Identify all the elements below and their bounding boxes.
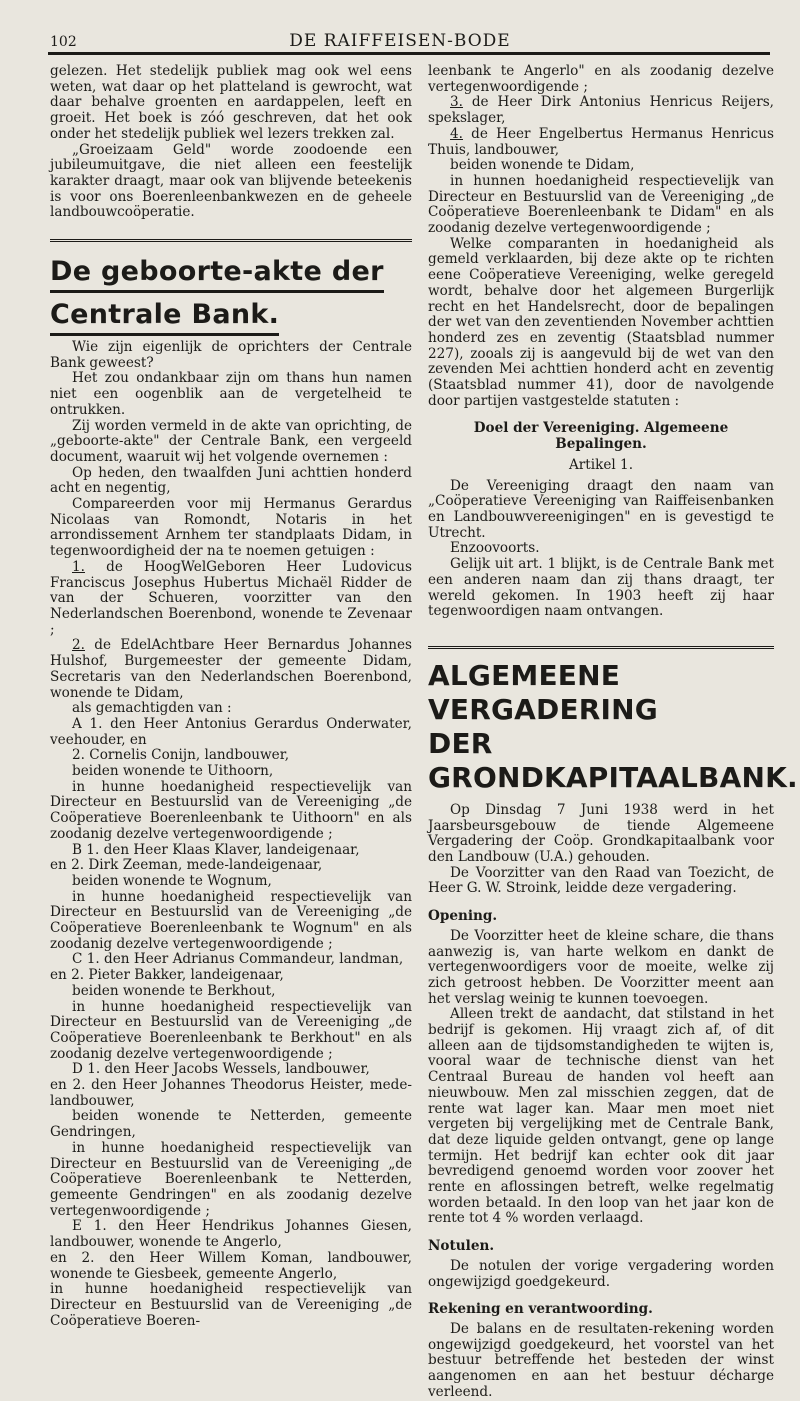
- body-paragraph: Wie zijn eigenlijk de oprichters der Centrale Bank geweest?: [50, 339, 412, 371]
- article-title: [428, 658, 798, 795]
- item-number: 3.: [450, 94, 463, 111]
- numbered-item: [428, 95, 774, 126]
- article-number: Artikel 1.: [568, 456, 634, 473]
- page-number: 102: [50, 34, 77, 50]
- body-paragraph: leenbank te Angerlo" en als zoodanig dezelve vertegenwoordigende ;: [428, 63, 774, 95]
- item-text: de HoogWelGeboren Heer Ludovicus Franciscus Josephus Hubertus Michaël Ridder de van der Schueren, voorzitter van den Nederlandschen Boerenbond, wonende te Zevenaar ;: [50, 558, 412, 638]
- article-title-line: ALGEMEENE VERGADERING: [428, 658, 658, 726]
- running-head: DE RAIFFEISEN-BODE: [289, 31, 511, 51]
- body-paragraph: in hunne hoedanigheid respectievelijk van Directeur en Bestuurslid van de Vereeniging „de Coöperatieve Boeren-: [50, 1281, 412, 1329]
- body-paragraph: De notulen der vorige vergadering worden ongewijzigd goedgekeurd.: [428, 1257, 774, 1290]
- item-number: 2.: [72, 637, 85, 654]
- article-title-line: DER GRONDKAPITAALBANK.: [428, 726, 798, 794]
- intro-paragraph: gelezen. Het stedelijk publiek mag ook wel eens weten, wat daar op het platteland is gewrocht, wat daar behalve groenten en aardappelen, leeft en groeit. Het boek is zóó geschreven, dat het ook onder het stedelijk publiek wel lezers trekken zal.: [50, 63, 412, 142]
- body-paragraph: A 1. den Heer Antonius Gerardus Onderwater, veehouder, en: [50, 715, 412, 748]
- body-paragraph: Zij worden vermeld in de akte van oprichting, de „geboorte-akte" der Centrale Bank, een vergeeld document, waaruit wij het volgende overnemen :: [50, 417, 412, 465]
- body-paragraph: in hunne hoedanigheid respectievelijk van Directeur en Bestuurslid van de Vereeniging „de Coöperatieve Boerenleenbank te Berkhout" en als zoodanig dezelve vertegenwoordigende ;: [50, 998, 412, 1062]
- body-paragraph: in hunne hoedanigheid respectievelijk van Directeur en Bestuurslid van de Vereeniging „de Coöperatieve Boerenleenbank te Uithoorn" en als zoodanig dezelve vertegenwoordigende ;: [50, 778, 412, 842]
- subheading: Notulen.: [428, 1238, 495, 1255]
- body-paragraph: en 2. Pieter Bakker, landeigenaar,: [50, 967, 284, 984]
- article-title: [50, 254, 412, 340]
- item-number: 1.: [72, 558, 85, 575]
- body-paragraph: Alleen trekt de aandacht, dat stilstand in het bedrijf is gekomen. Hij vraagt zich af, of dit alleen aan de tijdsomstandigheden te wijten is, vooral waar de technische dienst van het Centraal Bureau de handen vol heeft aan nieuwbouw. Men zal misschien zeggen, dat de rente wat lager kan. Maar men moet niet vergeten bij vergelijking met de Centrale Bank, dat deze liquide gelden ontvangt, gene op lange termijn. Het bedrijf kan echter ook dit jaar bevredigend genoemd worden voor zoover het rente en aflossingen betreft, welke regelmatig worden betaald. In den loop van het jaar kon de rente tot 4 % worden verlaagd.: [428, 1006, 774, 1227]
- article-title-line: Centrale Bank.: [50, 297, 279, 336]
- body-paragraph: De balans en de resultaten-rekening worden ongewijzigd goedgekeurd, het voorstel van het bestuur betreffende het besteden der winst aangenomen en aan het bestuur décharge verleend.: [428, 1321, 774, 1400]
- header-rule: [48, 52, 770, 55]
- body-paragraph: beiden wonende te Didam,: [450, 157, 635, 174]
- body-paragraph: De Voorzitter van den Raad van Toezicht, de Heer G. W. Stroink, leidde deze vergadering.: [428, 864, 774, 897]
- body-paragraph: beiden wonende te Wognum,: [72, 872, 272, 889]
- body-paragraph: en 2. den Heer Johannes Theodorus Heister, mede-landbouwer,: [50, 1077, 412, 1109]
- body-paragraph: beiden wonende te Uithoorn,: [72, 763, 274, 780]
- numbered-item: [428, 127, 774, 158]
- body-paragraph: en 2. den Heer Willem Koman, landbouwer, wonende te Giesbeek, gemeente Angerlo,: [50, 1249, 412, 1282]
- body-paragraph: als gemachtigden van :: [72, 700, 232, 717]
- item-text: de Heer Engelbertus Hermanus Henricus Thuis, landbouwer,: [428, 125, 774, 158]
- numbered-item: [50, 560, 412, 639]
- body-paragraph: beiden wonende te Berkhout,: [72, 982, 276, 999]
- item-text: de EdelAchtbare Heer Bernardus Johannes Hulshof, Burgemeester der gemeente Didam, Secretaris van den Nederlandschen Boerenbond, wonende te Didam,: [50, 637, 412, 701]
- body-paragraph: E 1. den Heer Hendrikus Johannes Giesen, landbouwer, wonende te Angerlo,: [50, 1218, 412, 1251]
- item-text: de Heer Dirk Antonius Henricus Reijers, spekslager,: [428, 94, 774, 127]
- body-paragraph: Het zou ondankbaar zijn om thans hun namen niet een oogenblik aan de vergetelheid te ontrukken.: [50, 370, 412, 418]
- left-column: [50, 64, 412, 1329]
- numbered-item: [50, 638, 412, 701]
- body-paragraph: beiden wonende te Netterden, gemeente Gendringen,: [50, 1108, 412, 1141]
- body-paragraph: en 2. Dirk Zeeman, mede-landeigenaar,: [50, 857, 323, 874]
- statute-heading: Doel der Vereeniging. Algemeene Bepalingen.: [473, 420, 729, 453]
- body-paragraph: Enzoovoorts.: [450, 540, 540, 557]
- body-paragraph: 2. Cornelis Conijn, landbouwer,: [72, 747, 290, 764]
- article-title-line: De geboorte-akte der: [50, 254, 384, 293]
- body-paragraph: C 1. den Heer Adrianus Commandeur, landman,: [72, 951, 404, 968]
- body-paragraph: D 1. den Heer Jacobs Wessels, landbouwer,: [72, 1061, 370, 1078]
- body-paragraph: De Vereeniging draagt den naam van „Coöperatieve Vereeniging van Raiffeisenbanken en Landbouwvereenigingen" en is gevestigd te Utrecht.: [428, 477, 774, 541]
- body-paragraph: in hunne hoedanigheid respectievelijk van Directeur en Bestuurslid van de Vereeniging „de Coöperatieve Boerenleenbank te Wognum" en als zoodanig dezelve vertegenwoordigende ;: [50, 888, 412, 952]
- body-paragraph: Gelijk uit art. 1 blijkt, is de Centrale Bank met een anderen naam dan zij thans draagt, ter wereld gekomen. In 1903 heeft zij haar tegenwoordigen naam ontvangen.: [428, 556, 774, 620]
- body-paragraph: in hunnen hoedanigheid respectievelijk van Directeur en Bestuurslid van de Vereeniging „de Coöperatieve Boerenleenbank te Didam" en als zoodanig dezelve vertegenwoordigende ;: [428, 172, 774, 237]
- body-paragraph: Welke comparanten in hoedanigheid als gemeld verklaarden, bij deze akte op te richten eene Coöperatieve Vereeniging, welke geregeld wordt, behalve door het algemeen Burgerlijk recht en het Handelsrecht, door de bepalingen der wet van den zeventienden November achttien honderd zes en zeventig (Staatsblad nummer 227), zooals zij is aangevuld bij de wet van den zevenden Mei achttien honderd acht en zeventig (Staatsblad nummer 41), door de navolgende door partijen vastgestelde statuten :: [428, 235, 774, 409]
- right-column: [428, 63, 798, 1401]
- body-paragraph: B 1. den Heer Klaas Klaver, landeigenaar,: [72, 841, 360, 858]
- subheading: Opening.: [428, 908, 498, 925]
- body-paragraph: De Voorzitter heet de kleine schare, die thans aanwezig is, van harte welkom en dankt de vertegenwoordigers voor de moeite, welke zij zich getroost hebben. De Voorzitter meent aan het verslag weinig te kunnen toevoegen.: [428, 927, 774, 1007]
- body-paragraph: Op heden, den twaalfden Juni achttien honderd acht en negentig,: [50, 464, 412, 497]
- intro-paragraph: „Groeizaam Geld" worde zoodoende een jubileumuitgave, die niet alleen een feestelijk karakter draagt, maar ook van blijvende beteekenis is voor ons Boerenleenbankwezen en de geheele landbouwcoöperatie.: [50, 141, 412, 221]
- body-paragraph: in hunne hoedanigheid respectievelijk van Directeur en Bestuurslid van de Vereeniging „de Coöperatieve Boerenleenbank te Netterden, gemeente Gendringen" en als zoodanig dezelve vertegenwoordigende ;: [50, 1139, 412, 1219]
- body-paragraph: Op Dinsdag 7 Juni 1938 werd in het Jaarsbeursgebouw de tiende Algemeene Vergadering der Coöp. Grondkapitaalbank voor den Landbouw (U.A.) gehouden.: [428, 801, 774, 866]
- subheading: Rekening en verantwoording.: [428, 1301, 653, 1318]
- item-number: 4.: [450, 125, 463, 142]
- body-paragraph: Compareerden voor mij Hermanus Gerardus Nicolaas van Romondt, Notaris in het arrondissement Arnhem ter standplaats Didam, in tegenwoordigheid der na te noemen getuigen :: [50, 496, 412, 560]
